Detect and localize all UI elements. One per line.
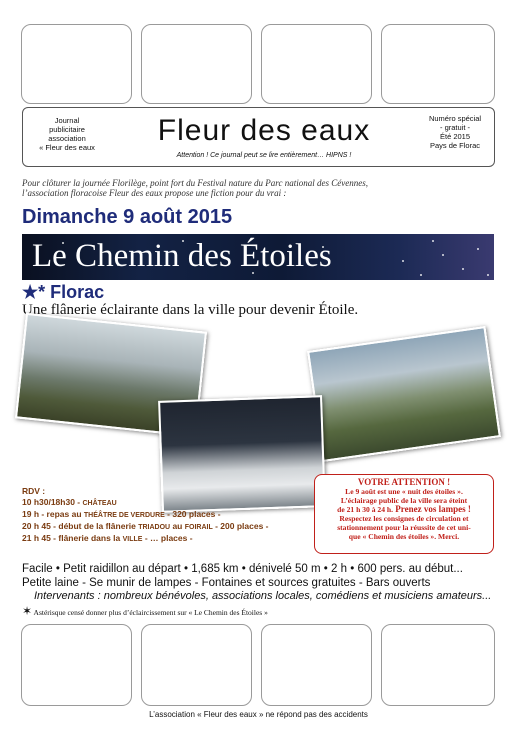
fact-attendance: 600 pers. au début... — [357, 563, 463, 575]
rdv-line — [22, 497, 312, 509]
rdv-line — [22, 509, 312, 521]
masthead-left-info — [27, 116, 107, 152]
fact-duration: 2 h — [331, 563, 347, 575]
rdv-time: 21 h 45 - flânerie dans la — [22, 533, 123, 543]
masthead-right-line: - gratuit - — [439, 123, 470, 132]
location-name: Florac — [50, 282, 105, 302]
fact-distance: 1,685 km — [191, 563, 239, 575]
fact-elevation: dénivelé 50 m — [248, 563, 321, 575]
masthead-left-line: publicitaire — [49, 125, 85, 134]
masthead-right-line: Été 2015 — [439, 132, 471, 141]
fact-difficulty: Facile — [22, 563, 53, 575]
location-heading — [22, 282, 104, 303]
event-subtitle: Une flânerie éclairante dans la ville pour devenir Étoile. — [22, 302, 359, 318]
ad-box-top-4 — [381, 24, 495, 104]
rdv-place: FOIRAIL — [184, 524, 213, 531]
intro-text — [22, 178, 502, 198]
rdv-place: TRIADOU — [138, 524, 171, 531]
attention-line: que « Chemin des étoiles ». Merci. — [348, 532, 460, 541]
rdv-capacity: - 320 places - — [164, 509, 221, 519]
attention-line: Respectez les consignes de circulation et — [339, 514, 469, 523]
star-icon: ★* — [22, 282, 46, 302]
attention-line: L’éclairage public de la ville sera éteint — [340, 496, 468, 505]
attention-title: VOTRE ATTENTION ! — [357, 477, 451, 487]
masthead-right-line: Numéro spécial — [428, 114, 482, 123]
banner-title: Le Chemin des Étoiles — [32, 238, 332, 274]
rdv-capacity: - … places - — [142, 533, 193, 543]
ad-box-top-3 — [261, 24, 372, 104]
ad-box-bottom-4 — [381, 624, 495, 706]
photo-rainbow-hills — [307, 326, 501, 462]
masthead-right-line: Pays de Florac — [429, 141, 481, 150]
masthead-left-line: Journal — [54, 116, 80, 125]
rdv-line — [22, 521, 312, 533]
rdv-place: VILLE — [122, 536, 143, 543]
bullet-icon: • — [350, 563, 355, 575]
rdv-capacity: - 200 places - — [212, 521, 269, 531]
attention-line: Le 9 août est une « nuit des étoiles ». — [345, 487, 463, 496]
rdv-schedule — [22, 486, 312, 545]
bullet-icon: • — [55, 563, 60, 575]
asterisk-text: Astérisque censé donner plus d’éclaircissement sur « Le Chemin des Étoiles » — [33, 608, 268, 617]
asterisk-note — [22, 604, 268, 619]
ad-box-bottom-1 — [21, 624, 132, 706]
ad-box-top-2 — [141, 24, 252, 104]
newspaper-title: Fleur des eaux — [157, 114, 371, 147]
bullet-icon: • — [241, 563, 246, 575]
rdv-heading: RDV : — [22, 486, 46, 496]
bullet-icon: • — [183, 563, 188, 575]
event-facts — [22, 562, 463, 590]
intervenants-text: Intervenants : nombreux bénévoles, associations locales, comédiens et musiciens amateurs... — [34, 590, 492, 602]
event-date: Dimanche 9 août 2015 — [22, 206, 233, 228]
masthead-left-line: « Fleur des eaux — [39, 143, 95, 152]
ad-box-bottom-2 — [141, 624, 252, 706]
event-banner — [22, 234, 494, 280]
facts-line-1 — [22, 562, 463, 576]
masthead-tagline: Attention ! Ce journal peut se lire entièrement… HIPNS ! — [176, 152, 352, 159]
masthead-left-line: association — [48, 134, 86, 143]
intro-line: l’association floracoise Fleur des eaux propose une fiction pour du vrai : — [22, 188, 287, 198]
rdv-place: THÉÂTRE DE VERDURE — [83, 512, 165, 519]
bullet-icon: • — [323, 563, 328, 575]
attention-line: stationnement pour la réussite de cet uni- — [337, 523, 471, 532]
rdv-time: 20 h 45 - début de la flânerie — [22, 521, 139, 531]
rdv-time: 19 h - repas au — [22, 509, 84, 519]
rdv-time: 10 h30/18h30 - — [22, 497, 83, 507]
attention-notice — [314, 474, 494, 554]
rdv-line — [22, 533, 312, 545]
attention-lamps: Prenez vos lampes ! — [393, 504, 471, 514]
rdv-connector: au — [170, 521, 185, 531]
attention-hours: de 21 h 30 à 24 h. — [337, 505, 394, 514]
ad-box-bottom-3 — [261, 624, 372, 706]
masthead-right-info — [422, 114, 488, 150]
facts-line-2: Petite laine - Se munir de lampes - Fontaines et sources gratuites - Bars ouverts — [22, 577, 431, 589]
masthead — [22, 107, 495, 167]
rdv-place: CHÂTEAU — [82, 500, 117, 507]
attention-line — [315, 505, 493, 514]
intro-line: Pour clôturer la journée Florilège, point fort du Festival nature du Parc national des Cévennes, — [22, 178, 368, 188]
asterisk-icon: ✶ — [22, 604, 33, 618]
fact-climb: Petit raidillon au départ — [63, 563, 181, 575]
ad-box-top-1 — [21, 24, 132, 104]
footer-disclaimer: L’association « Fleur des eaux » ne répond pas des accidents — [149, 710, 368, 719]
